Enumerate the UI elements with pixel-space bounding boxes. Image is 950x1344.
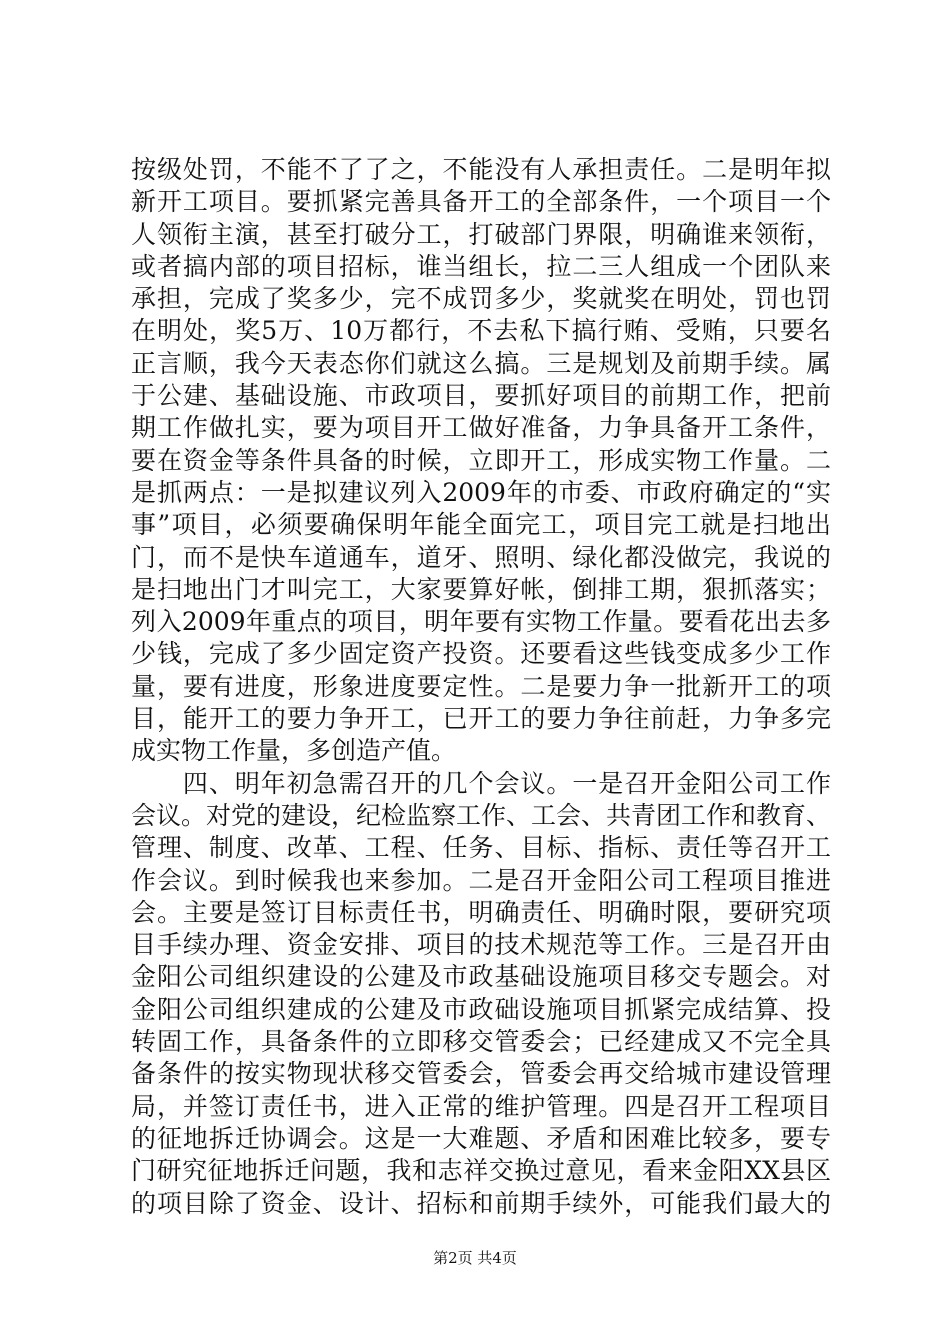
text-line: 事”项目，必须要确保明年能全面完工，项目完工就是扫地出 — [131, 510, 831, 540]
text-line: 人领衔主演，甚至打破分工，打破部门界限，明确谁来领衔， — [131, 219, 831, 249]
text-line: 金阳公司组织建成的公建及市政础设施项目抓紧完成结算、投 — [131, 994, 831, 1024]
text-line: 是扫地出门才叫完工，大家要算好帐，倒排工期，狠抓落实； — [131, 574, 831, 604]
text-line: 金阳公司组织建设的公建及市政基础设施项目移交专题会。对 — [131, 962, 831, 992]
text-line: 门研究征地拆迁问题，我和志祥交换过意见，看来金阳XX县区 — [131, 1156, 831, 1186]
text-line: 按级处罚，不能不了了之，不能没有人承担责任。二是明年拟 — [131, 155, 831, 184]
text-line: 是抓两点：一是拟建议列入2009年的市委、市政府确定的“实 — [131, 477, 831, 507]
text-line: 于公建、基础设施、市政项目，要抓好项目的前期工作，把前 — [131, 381, 831, 411]
text-line: 四、明年初急需召开的几个会议。一是召开金阳公司工作 — [131, 768, 831, 798]
text-line: 或者搞内部的项目招标，谁当组长，拉二三人组成一个团队来 — [131, 251, 831, 281]
text-line: 门，而不是快车道通车，道牙、照明、绿化都没做完，我说的 — [131, 542, 831, 572]
page-number-footer: 第2页 共4页 — [433, 1249, 517, 1267]
text-line: 要在资金等条件具备的时候，立即开工，形成实物工作量。二 — [131, 445, 831, 475]
text-line: 会议。对党的建设，纪检监察工作、工会、共青团工作和教育、 — [131, 800, 832, 830]
text-line: 转固工作，具备条件的立即移交管委会；已经建成又不完全具 — [131, 1027, 831, 1057]
body-text — [131, 154, 831, 1220]
text-line: 正言顺，我今天表态你们就这么搞。三是规划及前期手续。属 — [131, 348, 831, 378]
text-line: 会。主要是签订目标责任书，明确责任、明确时限，要研究项 — [131, 897, 831, 927]
text-line: 管理、制度、改革、工程、任务、目标、指标、责任等召开工 — [131, 833, 831, 863]
text-line: 成实物工作量，多创造产值。 — [131, 736, 457, 766]
text-line: 列入2009年重点的项目，明年要有实物工作量。要看花出去多 — [131, 607, 831, 637]
text-line: 少钱，完成了多少固定资产投资。还要看这些钱变成多少工作 — [131, 639, 831, 669]
text-line: 量，要有进度，形象进度要定性。二是要力争一批新开工的项 — [131, 671, 831, 701]
text-line: 目，能开工的要力争开工，已开工的要力争往前赶，力争多完 — [131, 704, 831, 734]
text-line: 的项目除了资金、设计、招标和前期手续外，可能我们最大的 — [131, 1188, 831, 1218]
text-line: 目手续办理、资金安排、项目的技术规范等工作。三是召开由 — [131, 930, 831, 960]
text-line: 新开工项目。要抓紧完善具备开工的全部条件，一个项目一个 — [131, 187, 831, 217]
text-line: 局，并签订责任书，进入正常的维护管理。四是召开工程项目 — [131, 1091, 831, 1121]
text-line: 期工作做扎实，要为项目开工做好准备，力争具备开工条件， — [131, 413, 831, 443]
text-line: 承担，完成了奖多少，完不成罚多少，奖就奖在明处，罚也罚 — [131, 284, 831, 314]
text-line: 作会议。到时候我也来参加。二是召开金阳公司工程项目推进 — [131, 865, 831, 895]
text-line: 在明处，奖5万、10万都行，不去私下搞行贿、受贿，只要名 — [131, 316, 831, 346]
text-line: 备条件的按实物现状移交管委会，管委会再交给城市建设管理 — [131, 1059, 831, 1089]
text-line: 的征地拆迁协调会。这是一大难题、矛盾和困难比较多，要专 — [131, 1123, 831, 1153]
